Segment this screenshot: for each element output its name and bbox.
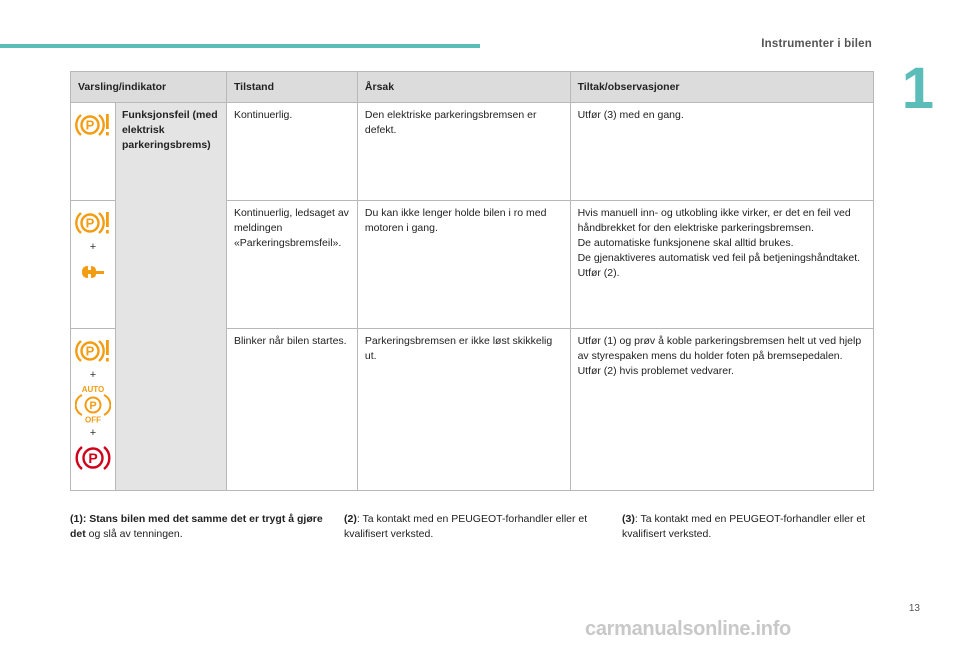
chapter-number: 1 [901, 56, 934, 121]
park-brake-red-icon [75, 443, 111, 473]
wrench-icon [79, 263, 107, 281]
svg-text:P: P [85, 117, 95, 133]
footnote-2 [344, 512, 594, 542]
svg-text:P: P [88, 450, 98, 466]
footnote-1 [70, 512, 330, 542]
state-cell: Blinker når bilen startes. [226, 329, 357, 491]
footnote-ref: (2) [344, 513, 357, 525]
header-state: Tilstand [226, 72, 357, 103]
park-brake-fault-icon [75, 337, 111, 365]
plus-sign: + [89, 241, 97, 253]
action-cell: Hvis manuell inn- og utkobling ikke virker, er det en feil ved håndbrekket for den elektriske parkeringsbremsen. De automatiske funksjonene skal alltid brukes. De gjenaktiveres automatisk ved feil på betjeningshåndtaket. Utfør (2). [570, 201, 873, 329]
footnote-text: og slå av tenningen. [85, 528, 183, 540]
header-cause: Årsak [357, 72, 570, 103]
footnote-bold-text: : Stans bilen med det samme det er trygt å gjøre det [70, 513, 323, 540]
svg-text:AUTO: AUTO [81, 385, 105, 394]
page-number: 13 [908, 603, 920, 614]
section-title: Instrumenter i bilen [761, 38, 872, 50]
table-header-row [71, 72, 874, 103]
indicator-icons [71, 201, 116, 329]
header-action: Tiltak/observasjoner [570, 72, 873, 103]
auto-off-icon [75, 385, 111, 423]
footnote-ref: (1) [70, 513, 83, 525]
header-indicator: Varsling/indikator [71, 72, 227, 103]
footnote-text: : Ta kontakt med en PEUGEOT-forhandler eller et kvalifisert verksted. [344, 513, 588, 540]
footnote-3 [622, 512, 874, 542]
cause-cell: Den elektriske parkeringsbremsen er defekt. [357, 103, 570, 201]
park-brake-fault-icon [75, 111, 111, 139]
plus-sign: + [89, 427, 97, 439]
svg-text:P: P [85, 343, 95, 359]
state-cell: Kontinuerlig, ledsaget av meldingen «Parkeringsbremsfeil». [226, 201, 357, 329]
indicator-name: Funksjonsfeil (med elektrisk parkeringsbrems) [115, 103, 226, 491]
cause-cell: Du kan ikke lenger holde bilen i ro med motoren i gang. [357, 201, 570, 329]
plus-sign: + [89, 369, 97, 381]
svg-text:P: P [89, 400, 97, 412]
indicator-icons [71, 103, 116, 201]
footnote-text: : Ta kontakt med en PEUGEOT-forhandler eller et kvalifisert verksted. [622, 513, 866, 540]
accent-bar [0, 44, 480, 48]
table-row [71, 103, 874, 201]
action-cell: Utfør (3) med en gang. [570, 103, 873, 201]
footnote-ref: (3) [622, 513, 635, 525]
state-cell: Kontinuerlig. [226, 103, 357, 201]
watermark: carmanualsonline.info [585, 618, 791, 640]
park-brake-fault-icon [75, 209, 111, 237]
action-cell: Utfør (1) og prøv å koble parkeringsbremsen helt ut ved hjelp av styrespaken mens du holder foten på bremsepedalen. Utfør (2) hvis problemet vedvarer. [570, 329, 873, 491]
indicator-icons [71, 329, 116, 491]
svg-text:P: P [85, 215, 95, 231]
svg-text:OFF: OFF [84, 415, 101, 423]
warning-table [70, 71, 874, 491]
cause-cell: Parkeringsbremsen er ikke løst skikkelig ut. [357, 329, 570, 491]
